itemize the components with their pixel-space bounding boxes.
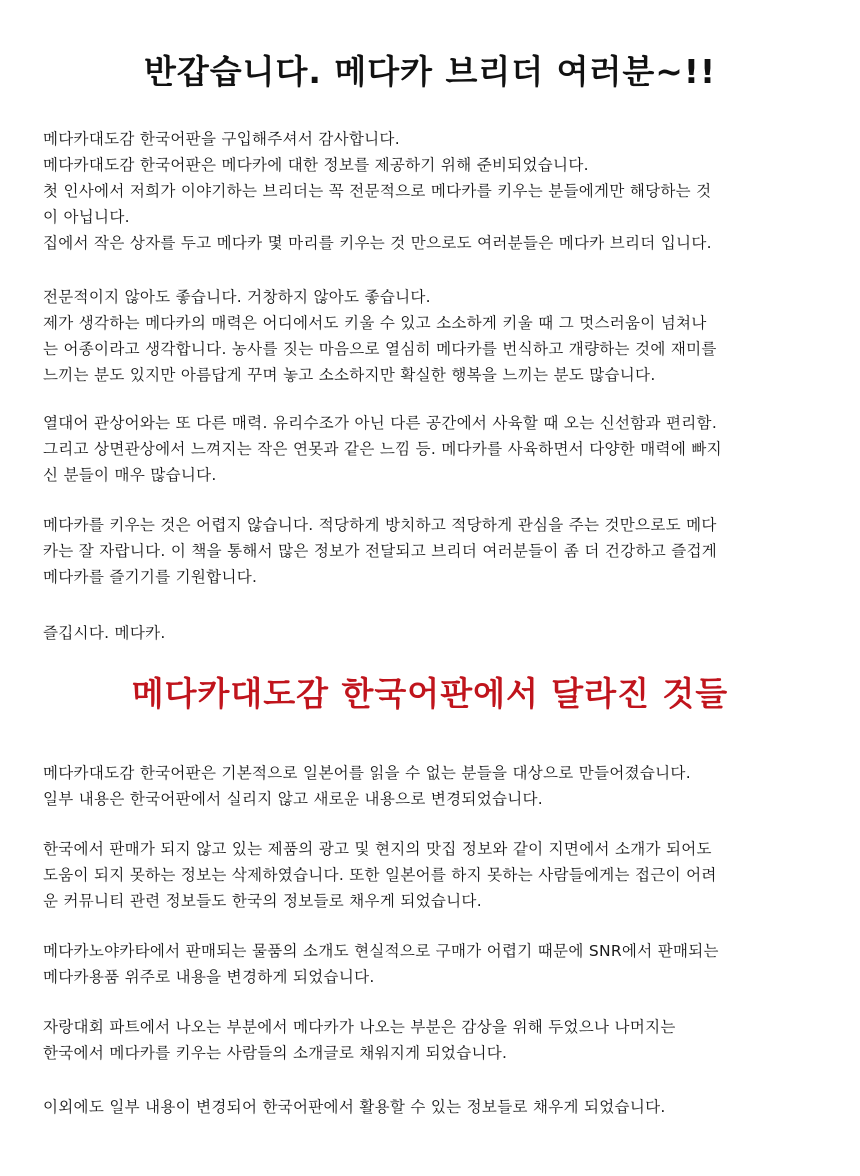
intro-closing [43,620,825,646]
intro-paragraph-2 [43,284,825,388]
paragraph-text: 열대어 관상어와는 또 다른 매력. 유리수조가 아닌 다른 공간에서 사육할 때 오는 신선함과 편리함. 그리고 상면관상에서 느껴지는 작은 연못과 같은 느낌 등. 메다카를 사육하면서 다양한 매력에 빠지 신 분들이 매우 많습니다. [43,414,722,484]
paragraph-text: 메다카를 키우는 것은 어렵지 않습니다. 적당하게 방치하고 적당하게 관심을 주는 것만으로도 메다 카는 잘 자랍니다. 이 책을 통해서 많은 정보가 전달되고 브리더 여러분들이 좀 더 건강하고 즐겁게 메다카를 즐기기를 기원합니다. [43,516,718,586]
intro-paragraph-3 [43,410,825,488]
greeting-title: 반갑습니다. 메다카 브리더 여러분~!! [143,52,717,91]
paragraph-text: 전문적이지 않아도 좋습니다. 거창하지 않아도 좋습니다. 제가 생각하는 메다카의 매력은 어디에서도 키울 수 있고 소소하게 키울 때 그 멋스러움이 넘쳐나 는 어종이라고 생각합니다. 농사를 짓는 마음으로 열심히 메다카를 번식하고 개량하는 것에 재미를 느끼는 분도 있지만 아름답게 꾸며 놓고 소소하지만 확실한 행복을 느끼는 분도 많습니다. [43,288,717,384]
paragraph-text: 메다카대도감 한국어판은 기본적으로 일본어를 읽을 수 없는 분들을 대상으로 만들어졌습니다. 일부 내용은 한국어판에서 실리지 않고 새로운 내용으로 변경되었습니다. [43,764,691,808]
changes-paragraph-4 [43,1014,825,1066]
paragraph-text: 메다카노야카타에서 판매되는 물품의 소개도 현실적으로 구매가 어렵기 때문에 SNR에서 판매되는 메다카용품 위주로 내용을 변경하게 되었습니다. [43,942,719,986]
changes-paragraph-3 [43,938,825,990]
intro-paragraph-1 [43,126,825,256]
changes-paragraph-5 [43,1094,825,1120]
paragraph-text: 자랑대회 파트에서 나오는 부분에서 메다카가 나오는 부분은 감상을 위해 두었으나 나머지는 한국에서 메다카를 키우는 사람들의 소개글로 채워지게 되었습니다. [43,1018,676,1062]
changes-paragraph-2 [43,836,825,914]
intro-paragraph-4 [43,512,825,590]
changes-paragraph-1 [43,760,825,812]
paragraph-text: 즐깁시다. 메다카. [43,624,166,642]
paragraph-text: 한국에서 판매가 되지 않고 있는 제품의 광고 및 현지의 맛집 정보와 같이 지면에서 소개가 되어도 도움이 되지 못하는 정보는 삭제하였습니다. 또한 일본어를 하지 못하는 사람들에게는 접근이 어려 운 커뮤니티 관련 정보들도 한국의 정보들로 채우게 되었습니다. [43,840,717,910]
paragraph-text: 이외에도 일부 내용이 변경되어 한국어판에서 활용할 수 있는 정보들로 채우게 되었습니다. [43,1098,666,1116]
changes-title: 메다카대도감 한국어판에서 달라진 것들 [131,674,729,713]
paragraph-text: 메다카대도감 한국어판을 구입해주셔서 감사합니다. 메다카대도감 한국어판은 메다카에 대한 정보를 제공하기 위해 준비되었습니다. 첫 인사에서 저희가 이야기하는 브리더는 꼭 전문적으로 메다카를 키우는 분들에게만 해당하는 것 이 아닙니다. 집에서 작은 상자를 두고 메다카 몇 마리를 키우는 것 만으로도 여러분들은 메다카 브리더 입니다. [43,130,712,252]
